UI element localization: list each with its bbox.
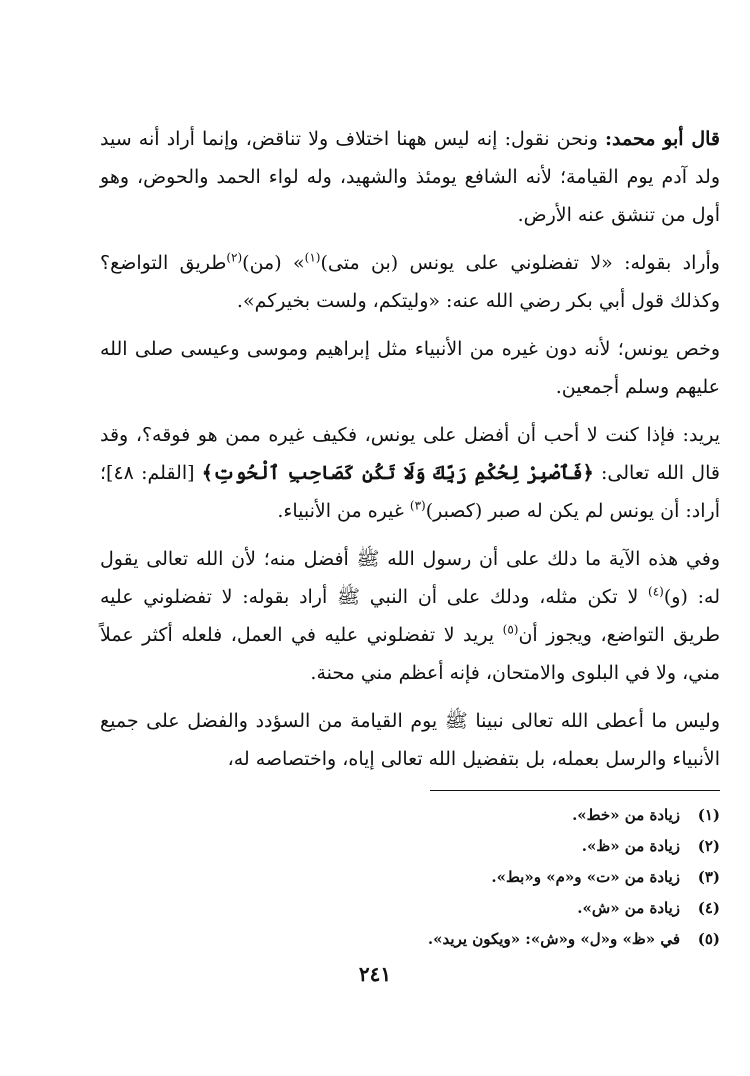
paragraph-6 bbox=[100, 702, 720, 778]
paragraph-5 bbox=[100, 540, 720, 692]
paragraph-text: طريق التواضع؟ وكذلك قول أبي بكر رضي الله عنه: «وليتكم، ولست بخيركم». bbox=[100, 252, 720, 312]
footnote-text: في «ظ» و«ل» و«ش»: «ويكون يريد». bbox=[427, 930, 680, 948]
footnote-5 bbox=[80, 924, 720, 955]
paragraph-text: يريد لا تفضلوني عليه في العمل، فلعله أكثر عملاً مني، ولا في البلوى والامتحان، فإنه أعظم مني محنة. bbox=[100, 624, 720, 684]
paragraph-2 bbox=[100, 244, 720, 320]
footnote-number: (٢) bbox=[697, 837, 720, 855]
footnote-number: (٤) bbox=[697, 899, 720, 917]
footnote-marker-2: (٢) bbox=[226, 250, 243, 265]
page-number: ٢٤١ bbox=[358, 962, 392, 986]
paragraph-text: غيره من الأنبياء. bbox=[277, 500, 410, 522]
paragraph-text: » (من) bbox=[242, 252, 305, 274]
footnote-3 bbox=[80, 862, 720, 893]
footnote-divider bbox=[430, 790, 720, 791]
footnote-text: زيادة من «ظ». bbox=[581, 837, 680, 855]
paragraph-text: [القلم: ٤٨]؛ أراد: أن يونس لم يكن له صبر (كصبر) bbox=[100, 462, 720, 522]
paragraph-3 bbox=[100, 330, 720, 406]
paragraph-text: وخص يونس؛ لأنه دون غيره من الأنبياء مثل إبراهيم وموسى وعيسى صلى الله عليهم وسلم أجمعين. bbox=[100, 338, 720, 398]
footnote-1 bbox=[80, 800, 720, 831]
speaker-label: قال أبو محمد: bbox=[605, 128, 720, 150]
footnote-marker-3: (٣) bbox=[409, 498, 426, 513]
footnote-4 bbox=[80, 893, 720, 924]
paragraph-text: وليس ما أعطى الله تعالى نبينا ﷺ يوم القيامة من السؤدد والفضل على جميع الأنبياء والرسل بعمله، بل بتفضيل الله تعالى إياه، واختصاصه له، bbox=[100, 710, 720, 770]
footnote-text: زيادة من «خط». bbox=[572, 806, 680, 824]
footnote-text: زيادة من «ش». bbox=[577, 899, 680, 917]
paragraph-text: يريد: فإذا كنت لا أحب أن أفضل على يونس، فكيف غيره ممن هو فوقه؟، وقد قال الله تعالى: bbox=[100, 424, 720, 484]
footnote-2 bbox=[80, 831, 720, 862]
main-text bbox=[100, 120, 720, 788]
footnote-text: زيادة من «ت» و«م» و«بط». bbox=[491, 868, 680, 886]
footnote-number: (١) bbox=[697, 806, 720, 824]
footnote-marker-4: (٤) bbox=[648, 584, 664, 599]
paragraph-text: وفي هذه الآية ما دلك على أن رسول الله ﷺ أفضل منه؛ لأن الله تعالى يقول له: (و) bbox=[100, 548, 720, 608]
footnote-marker-5: (٥) bbox=[502, 622, 519, 637]
paragraph-4 bbox=[100, 416, 720, 530]
footnote-marker-1: (١) bbox=[304, 250, 321, 265]
paragraph-text: وأراد بقوله: «لا تفضلوني على يونس (بن متى) bbox=[320, 252, 720, 274]
quran-verse: ﴿فَٱصْبِرْ لِحُكْمِ رَبِّكَ وَلَا تَكُن كَصَاحِبِ ٱلْحُوتِ﴾ bbox=[201, 462, 594, 484]
paragraph-1 bbox=[100, 120, 720, 234]
paragraph-text: لا تكن مثله، ودلك على أن النبي ﷺ أراد بقوله: لا تفضلوني عليه طريق التواضع، ويجوز أن bbox=[100, 586, 720, 646]
paragraph-text: ونحن نقول: إنه ليس ههنا اختلاف ولا تناقض، وإنما أراد أنه سيد ولد آدم يوم القيامة؛ لأنه الشافع يومئذ والشهيد، وله لواء الحمد والحوض، وهو أول من تنشق عنه الأرض. bbox=[100, 128, 720, 226]
footnote-number: (٥) bbox=[697, 930, 720, 948]
footnote-number: (٣) bbox=[697, 868, 720, 886]
footnotes-list bbox=[80, 800, 720, 955]
